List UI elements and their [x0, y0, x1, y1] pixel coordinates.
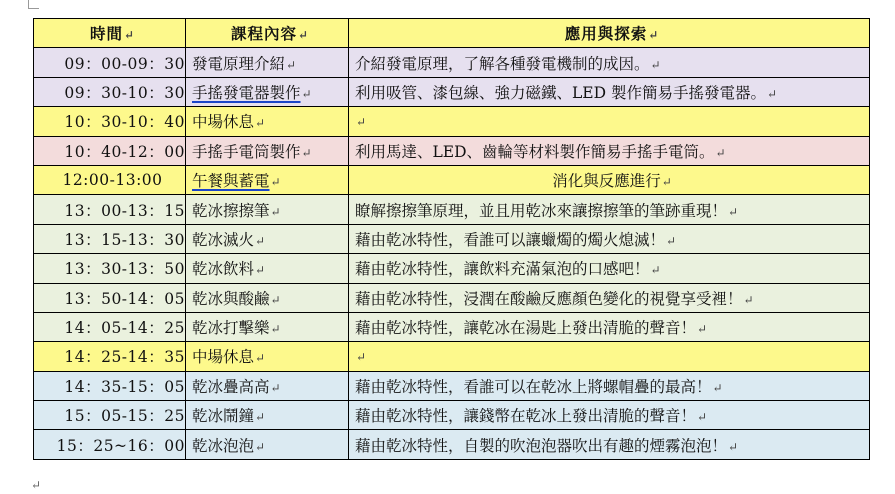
time-cell: 09：00-09：30 — [34, 48, 186, 77]
cell-end-mark: ↵ — [270, 204, 281, 219]
time-cell: 12:00-13:00 — [34, 165, 186, 194]
course-cell — [186, 254, 349, 283]
description-text: 藉由乾冰特性，看誰可以讓蠟燭的燭火熄滅！ — [355, 230, 666, 249]
time-cell: 14：05-14：25 — [34, 312, 186, 341]
cell-end-mark: ↵ — [356, 115, 367, 130]
description-text: 介紹發電原理，了解各種發電機制的成因。 — [355, 54, 650, 73]
description-text: 藉由乾冰特性，浸潤在酸鹼反應顏色變化的視覺享受裡！ — [355, 289, 743, 308]
cell-end-mark: ↵ — [270, 380, 281, 395]
time-cell: 13：30-13：50 — [34, 254, 186, 283]
course-label: 手搖手電筒製作 — [192, 142, 301, 161]
course-cell — [186, 165, 349, 194]
description-cell — [349, 107, 870, 136]
table-row — [34, 371, 870, 400]
course-cell — [186, 48, 349, 77]
description-cell — [349, 430, 870, 459]
description-cell — [349, 342, 870, 371]
cell-end-mark: ↵ — [255, 263, 266, 278]
time-cell: 15：25~16：00 — [34, 430, 186, 459]
description-text: 藉由乾冰特性，自製的吹泡泡器吹出有趣的煙霧泡泡！ — [355, 436, 728, 455]
cell-end-mark: ↵ — [697, 410, 708, 425]
cell-end-mark: ↵ — [301, 145, 312, 160]
cell-end-mark: ↵ — [301, 86, 312, 101]
description-cell — [349, 401, 870, 430]
table-row — [34, 107, 870, 136]
time-cell: 13：50-14：05 — [34, 283, 186, 312]
course-cell — [186, 312, 349, 341]
header-application: 應用與探索↵ — [349, 19, 870, 48]
table-row — [34, 254, 870, 283]
course-label: 發電原理介紹 — [192, 54, 286, 73]
description-cell — [349, 254, 870, 283]
cell-end-mark: ↵ — [712, 380, 723, 395]
table-row — [34, 342, 870, 371]
cell-end-mark: ↵ — [255, 116, 266, 131]
course-label: 乾冰與酸鹼 — [192, 289, 270, 308]
schedule-table — [33, 18, 870, 460]
description-text: 利用吸管、漆包線、強力磁鐵、LED 製作簡易手搖發電器。 — [355, 83, 766, 102]
course-label: 乾冰鬧鐘 — [192, 407, 255, 426]
cell-end-mark: ↵ — [255, 410, 266, 425]
table-row — [34, 165, 870, 194]
header-time: 時間↵ — [34, 19, 186, 48]
course-label: 中場休息 — [192, 113, 255, 132]
course-label: 乾冰疊高高 — [192, 377, 270, 396]
course-label: 手搖發電器製作 — [192, 83, 301, 102]
cell-end-mark: ↵ — [255, 439, 266, 454]
cell-end-mark: ↵ — [286, 57, 297, 72]
description-text: 藉由乾冰特性，讓錢幣在乾冰上發出清脆的聲音！ — [355, 407, 697, 426]
table-row — [34, 77, 870, 106]
course-label: 午餐與蓄電 — [192, 172, 270, 191]
header-course: 課程內容↵ — [186, 19, 349, 48]
time-cell: 13：15-13：30 — [34, 224, 186, 253]
course-label: 乾冰飲料 — [192, 260, 255, 279]
time-cell: 15：05-15：25 — [34, 401, 186, 430]
cell-end-mark: ↵ — [666, 233, 677, 248]
time-cell: 10：30-10：40 — [34, 107, 186, 136]
description-cell — [349, 165, 870, 194]
cell-end-mark: ↵ — [650, 263, 661, 278]
description-text: 利用馬達、LED、齒輪等材料製作簡易手搖手電筒。 — [355, 142, 715, 161]
description-cell — [349, 283, 870, 312]
table-row — [34, 430, 870, 459]
table-row — [34, 312, 870, 341]
description-cell — [349, 48, 870, 77]
time-cell: 14：35-15：05 — [34, 371, 186, 400]
cell-end-mark: ↵ — [255, 351, 266, 366]
course-cell — [186, 136, 349, 165]
cell-end-mark: ↵ — [766, 86, 778, 101]
header-row — [34, 19, 870, 48]
course-cell — [186, 342, 349, 371]
description-cell — [349, 195, 870, 224]
course-label: 乾冰泡泡 — [192, 436, 255, 455]
description-cell — [349, 77, 870, 106]
description-cell — [349, 224, 870, 253]
description-text: 瞭解擦擦筆原理，並且用乾冰來讓擦擦筆的筆跡重現！ — [355, 201, 728, 220]
cell-end-mark: ↵ — [661, 175, 672, 190]
course-cell — [186, 430, 349, 459]
description-text: 消化與反應進行 — [552, 172, 661, 191]
cell-end-mark: ↵ — [715, 145, 726, 160]
description-text: 藉由乾冰特性，看誰可以在乾冰上將螺帽疊的最高！ — [355, 377, 712, 396]
cell-end-mark: ↵ — [255, 233, 266, 248]
course-label: 乾冰滅火 — [192, 230, 255, 249]
course-cell — [186, 371, 349, 400]
cell-end-mark: ↵ — [728, 204, 739, 219]
cell-end-mark: ↵ — [270, 175, 281, 190]
cell-end-mark: ↵ — [728, 439, 739, 454]
course-cell — [186, 107, 349, 136]
course-label: 中場休息 — [192, 348, 255, 367]
time-cell: 09：30-10：30 — [34, 77, 186, 106]
cell-end-mark: ↵ — [650, 57, 661, 72]
course-cell — [186, 283, 349, 312]
paragraph-mark: ↵ — [31, 478, 42, 492]
table-row — [34, 136, 870, 165]
table-row — [34, 195, 870, 224]
page-corner-mark — [28, 0, 39, 9]
description-text: 藉由乾冰特性，讓乾冰在湯匙上發出清脆的聲音！ — [355, 319, 697, 338]
course-cell — [186, 77, 349, 106]
cell-end-mark: ↵ — [356, 350, 367, 365]
cell-end-mark: ↵ — [743, 292, 754, 307]
course-cell — [186, 195, 349, 224]
course-label: 乾冰擦擦筆 — [192, 201, 270, 220]
table-row — [34, 48, 870, 77]
cell-end-mark: ↵ — [697, 322, 708, 337]
description-cell — [349, 136, 870, 165]
cell-end-mark: ↵ — [270, 292, 281, 307]
course-cell — [186, 401, 349, 430]
table-row — [34, 224, 870, 253]
time-cell: 10：40-12：00 — [34, 136, 186, 165]
time-cell: 14：25-14：35 — [34, 342, 186, 371]
table-row — [34, 401, 870, 430]
cell-end-mark: ↵ — [270, 322, 281, 337]
table-row — [34, 283, 870, 312]
course-cell — [186, 224, 349, 253]
course-label: 乾冰打擊樂 — [192, 319, 270, 338]
description-cell — [349, 371, 870, 400]
time-cell: 13：00-13：15 — [34, 195, 186, 224]
description-text: 藉由乾冰特性，讓飲料充滿氣泡的口感吧！ — [355, 260, 650, 279]
description-cell — [349, 312, 870, 341]
